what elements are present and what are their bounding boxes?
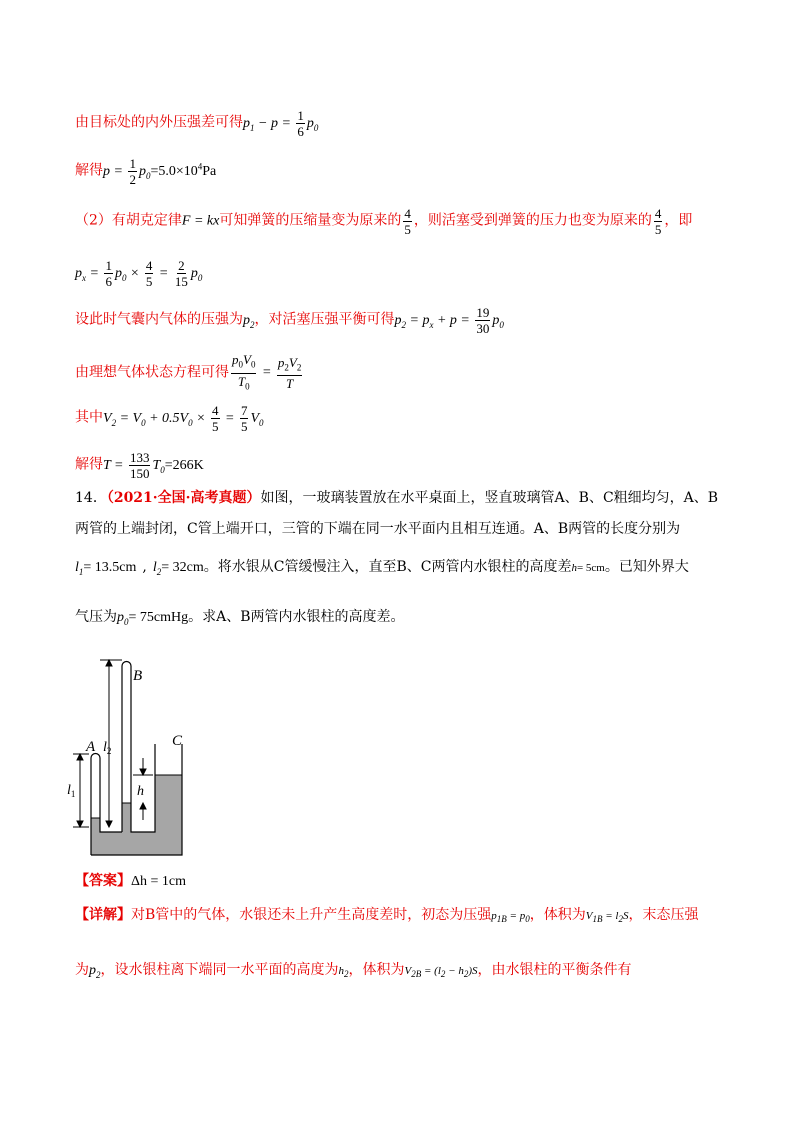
formula-p2-symbol: $p_2$ <box>243 312 255 330</box>
solution-line-result-p: 解得p = $\frac{1}{2}$ $p_0=5.0\times 10^4Pa$ <box>75 156 217 187</box>
formula-hooke: F = kx <box>181 213 220 229</box>
dimension-l1 <box>73 754 89 827</box>
question-14-line-1: 14．（2021·全国·高考真题）如图，一玻璃装置放在水平桌面上，竖直玻璃管A、B、C粗细均匀，A、B <box>75 490 719 506</box>
formula-l2-value: $l_2= 32cm$ <box>152 560 204 577</box>
detail-tag: 【详解】 <box>75 907 131 923</box>
formula-p-result: p = $\frac{1}{2}$ $p_0=5.0\times 10^4Pa$ <box>103 156 217 187</box>
question-source: 2021·全国·高考真题 <box>113 490 247 506</box>
solution-line-result-t: 解得T = $\frac{133}{150}$ $T_0=266K$ <box>75 450 204 481</box>
solution-line-hooke: （2）有胡克定律F = kx可知弹簧的压缩量变为原来的 $\frac{4}{5}$ ，则活塞受到弹簧的压力也变为原来的 $\frac{4}{5}$ ，即 <box>75 206 693 237</box>
label-a: A <box>86 739 96 755</box>
question-14-line-2: 两管的上端封闭，C管上端开口，三管的下端在同一水平面内且相互连通。A、B两管的长度分别为 <box>75 521 681 537</box>
formula-h2: $h_2$ <box>338 965 349 980</box>
label-l1: $l_1$ <box>67 783 76 799</box>
formula-l1-value: $l_1= 13.5cm$ <box>75 560 137 577</box>
fraction-four-fifths-a: $\frac{4}{5}$ <box>404 206 411 237</box>
formula-p2-detail: $p_2$ <box>89 963 101 980</box>
label-h: h <box>137 784 144 799</box>
solution-line-gas-law: 由理想气体状态方程可得 $\frac{p_0V_0}{T_0}$ = $\frac{p_2V_2}{T}$ <box>75 352 304 394</box>
label-c: C <box>172 733 183 749</box>
formula-pressure-diff: $p_1 - p$ = $\frac{1}{6}$ $p_0$ <box>243 108 319 139</box>
answer-tag: 【答案】 <box>75 873 131 889</box>
tube-apparatus-figure <box>65 650 195 860</box>
formula-v1b: $V_{1B} = l_2S$ <box>585 910 629 925</box>
question-14-line-4: 气压为$p_0=$ 75cmHg。求A、B两管内水银柱的高度差。 <box>75 609 405 627</box>
fraction-four-fifths-b: $\frac{4}{5}$ <box>654 206 662 237</box>
solution-line-v2: 其中$V_2 = V_0 + 0.5V_0$ × $\frac{4}{5}$ = $\frac{7}{5}$ $V_0$ <box>75 403 264 434</box>
formula-px: $p_x$ = $\frac{1}{6}$ $p_0$ × $\frac{4}{5}$ = $\frac{2}{15}$ $p_0$ <box>75 258 203 289</box>
label-b: B <box>133 668 143 684</box>
formula-v2: $V_2 = V_0 + 0.5V_0$ × $\frac{4}{5}$ = $\frac{7}{5}$ $V_0$ <box>103 403 264 434</box>
label-l2: $l_2$ <box>103 740 112 756</box>
detail-line-1: 【详解】对B管中的气体，水银还未上升产生高度差时，初态为压强$p_{1B} = p_0$，体积为$V_{1B} = l_2S$，末态压强 <box>75 907 699 925</box>
formula-p2-balance: $p_2 = p_x + p$ = $\frac{19}{30}$ $p_0$ <box>394 305 504 336</box>
question-14-line-3: $l_1= 13.5cm$ , $l_2= 32cm$。将水银从C管缓慢注入，直至B、C两管内水银柱的高度差h= 5cm。已知外界大 <box>75 559 689 577</box>
answer-line <box>75 874 186 889</box>
formula-v2b: $V_{2B} = (l_2 - h_2)S$ <box>404 965 478 980</box>
solution-line-px <box>75 258 202 289</box>
formula-t-result: T = $\frac{133}{150}$ $T_0=266K$ <box>103 450 204 481</box>
formula-gas-law: $\frac{p_0V_0}{T_0}$ = $\frac{p_2V_2}{T}$ <box>232 352 302 392</box>
detail-line-2: 为$p_2$，设水银柱离下端同一水平面的高度为$h_2$，体积为$V_{2B} = (l_2 - h_2)S$，由水银柱的平衡条件有 <box>75 962 632 980</box>
solution-line-p2: 设此时气囊内气体的压强为$p_2$，对活塞压强平衡可得$p_2 = p_x + p$ = $\frac{19}{30}$ $p_0$ <box>75 305 504 336</box>
formula-h-value: h= 5cm <box>571 562 605 574</box>
formula-p1b: $p_{1B} = p_0$ <box>491 910 530 925</box>
answer-value: Δh = 1cm <box>131 874 187 889</box>
formula-p0-value: $p_0=$ 75cmHg <box>117 610 189 627</box>
solution-line-pressure-diff: 由目标处的内外压强差可得$p_1 - p$ = $\frac{1}{6}$ $p_0$ <box>75 108 319 139</box>
